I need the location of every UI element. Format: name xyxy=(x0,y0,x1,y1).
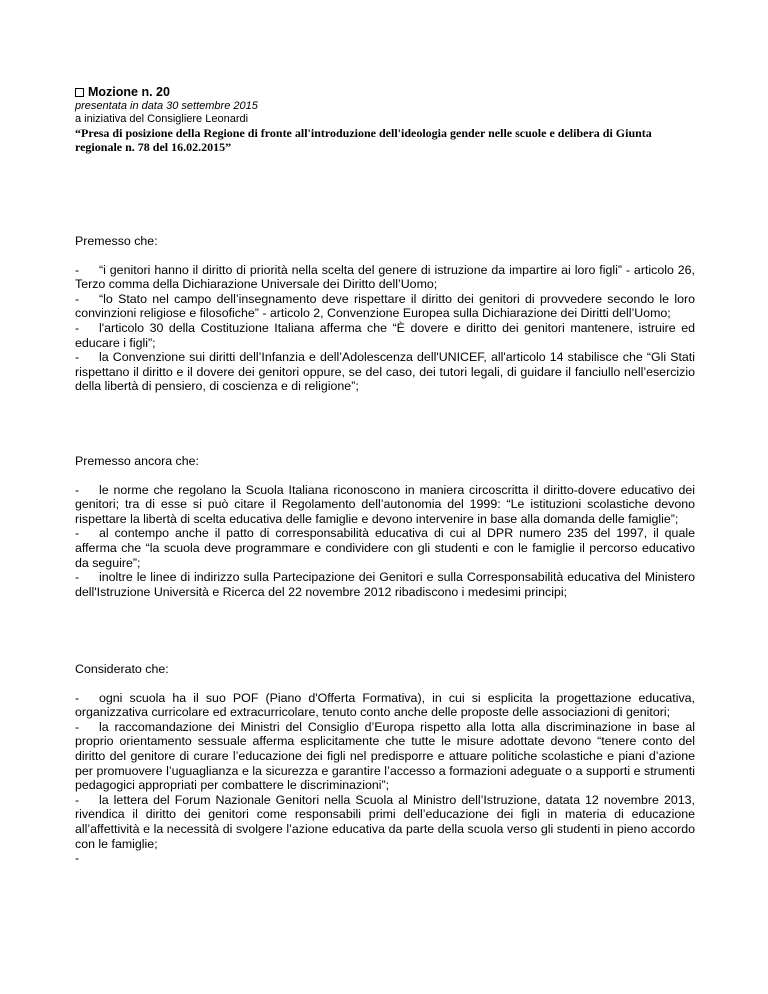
item-dash: - xyxy=(75,262,80,277)
list-item xyxy=(75,851,695,866)
item-dash: - xyxy=(75,719,80,734)
motion-subject: “Presa di posizione della Regione di fronte all'introduzione dell'ideologia gender nelle scuole e delibera di Giunta regionale n. 78 del 16.02.2015” xyxy=(75,126,652,154)
item-dash: - xyxy=(75,526,80,541)
list-item: - l'articolo 30 della Costituzione Italiana afferma che “È dovere e diritto dei genitori mantenere, istruire ed educare i figli”; xyxy=(75,320,695,350)
presentation-date: presentata in data 30 settembre 2015 xyxy=(75,100,258,112)
item-dash: - xyxy=(75,690,80,705)
list-item: - “i genitori hanno il diritto di priorità nella scelta del genere di istruzione da impartire ai loro figli” - articolo 26, Terzo comma della Dichiarazione Universale dei Diritto dell’Uomo; xyxy=(75,262,695,292)
item-dash: - xyxy=(75,482,80,497)
item-dash: - xyxy=(75,851,80,866)
item-dash: - xyxy=(75,570,80,585)
section-heading: Considerato che: xyxy=(75,662,169,676)
item-dash: - xyxy=(75,792,80,807)
item-dash: - xyxy=(75,320,80,335)
list-item: - “lo Stato nel campo dell’insegnamento deve rispettare il diritto dei genitori di provvedere secondo le loro convinzioni religiose e filosofiche” - articolo 2, Convenzione Europea sulla Dichiarazione dei Diritti dell’Uomo; xyxy=(75,291,695,321)
list-item: - inoltre le linee di indirizzo sulla Partecipazione dei Genitori e sulla Corresponsabilità educativa del Ministero dell'Istruzione Università e Ricerca del 22 novembre 2012 ribadiscono i medesimi principi; xyxy=(75,570,695,599)
item-dash: - xyxy=(75,350,80,365)
list-item: - al contempo anche il patto di corresponsabilità educativa di cui al DPR numero 235 del 1997, il quale afferma che “la scuola deve programmare e condividere con gli studenti e con le famiglie il percorso educativo da seguire”; xyxy=(75,526,695,570)
motion-header xyxy=(75,85,695,154)
section-heading: Premesso che: xyxy=(75,234,158,248)
list-item: - la raccomandazione dei Ministri del Consiglio d’Europa rispetto alla lotta alla discriminazione in base al proprio orientamento sessuale afferma esplicitamente che tutte le misure adottate devono “tenere conto del diritto del genitore di curare l’educazione dei figli nel predisporre e attuare politiche scolastiche e piani d’azione per promuovere l’uguaglianza e la sicurezza e garantire l’accesso a formazioni adeguate o a supporti e strumenti pedagogici appropriati per combattere le discriminazioni”; xyxy=(75,719,695,793)
section-premesso xyxy=(75,234,695,394)
list-item: - la Convenzione sui diritti dell’Infanzia e dell’Adolescenza dell'UNICEF, all'articolo 14 stabilisce che “Gli Stati rispettano il diritto e il dovere dei genitori oppure, se del caso, dei tutori legali, di guidare il fanciullo nell’esercizio della libertà di pensiero, di coscienza e di religione”; xyxy=(75,350,695,394)
section-heading: Premesso ancora che: xyxy=(75,454,199,468)
list-item: - ogni scuola ha il suo POF (Piano d'Offerta Formativa), in cui si esplicita la progettazione educativa, organizzativa curricolare ed extracurricolare, tenuto conto anche delle proposte delle associazioni di genitori; xyxy=(75,690,695,720)
list-item: - le norme che regolano la Scuola Italiana riconoscono in maniera circoscritta il diritto-dovere educativo dei genitori; tra di esse si può citare il Regolamento dell’autonomia del 1999: “Le istituzioni scolastiche devono rispettare la libertà di scelta educativa delle famiglie e devono intervenire in base alla domanda delle famiglie”; xyxy=(75,482,695,526)
motion-title: Mozione n. 20 xyxy=(88,85,170,99)
item-dash: - xyxy=(75,291,80,306)
initiative-line: a iniziativa del Consigliere Leonardi xyxy=(75,113,249,125)
motion-title-line xyxy=(75,85,695,100)
section-premesso-ancora xyxy=(75,454,695,599)
checkbox-bullet-icon xyxy=(75,88,84,97)
list-item: - la lettera del Forum Nazionale Genitori nella Scuola al Ministro dell’Istruzione, datata 12 novembre 2013, rivendica il diritto dei genitori come responsabili primi dell’educazione dei figli in materia di educazione all’affettività e la necessità di svolgere l’azione educativa da parte della scuola verso gli studenti in pieno accordo con le famiglie; xyxy=(75,792,695,851)
section-considerato xyxy=(75,662,695,866)
